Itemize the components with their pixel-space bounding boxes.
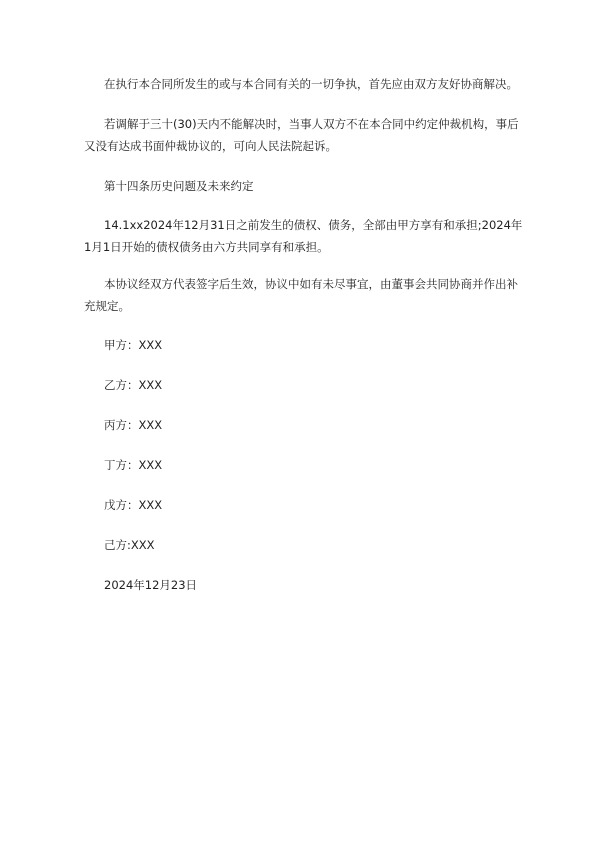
party-f-signature-line: 己方:XXX <box>104 538 155 552</box>
dispute-clause-paragraph: 在执行本合同所发生的或与本合同有关的一切争执，首先应由双方友好协商解决。 <box>104 77 518 91</box>
party-d-signature-line: 丁方：XXX <box>104 458 163 472</box>
signing-date: 2024年12月23日 <box>104 578 198 592</box>
article-14-heading: 第十四条历史问题及未来约定 <box>104 179 254 193</box>
mediation-clause-paragraph: 若调解于三十(30)天内不能解决时，当事人双方不在本合同中约定仲裁机构，事后又没有达成书面仲裁协议的，可向人民法院起诉。 <box>84 117 519 153</box>
party-a-signature-line: 甲方：XXX <box>104 338 163 352</box>
party-e-signature-line: 戊方：XXX <box>104 498 163 512</box>
party-c-signature-line: 丙方：XXX <box>104 418 163 432</box>
party-b-signature-line: 乙方：XXX <box>104 378 163 392</box>
effectiveness-paragraph: 本协议经双方代表签字后生效，协议中如有未尽事宜，由董事会共同协商并作出补充规定。 <box>84 277 518 313</box>
article-14-1-paragraph: 14.1xx2024年12月31日之前发生的债权、债务，全部由甲方享有和承担;2024年1月1日开始的债权债务由六方共同享有和承担。 <box>84 218 523 254</box>
